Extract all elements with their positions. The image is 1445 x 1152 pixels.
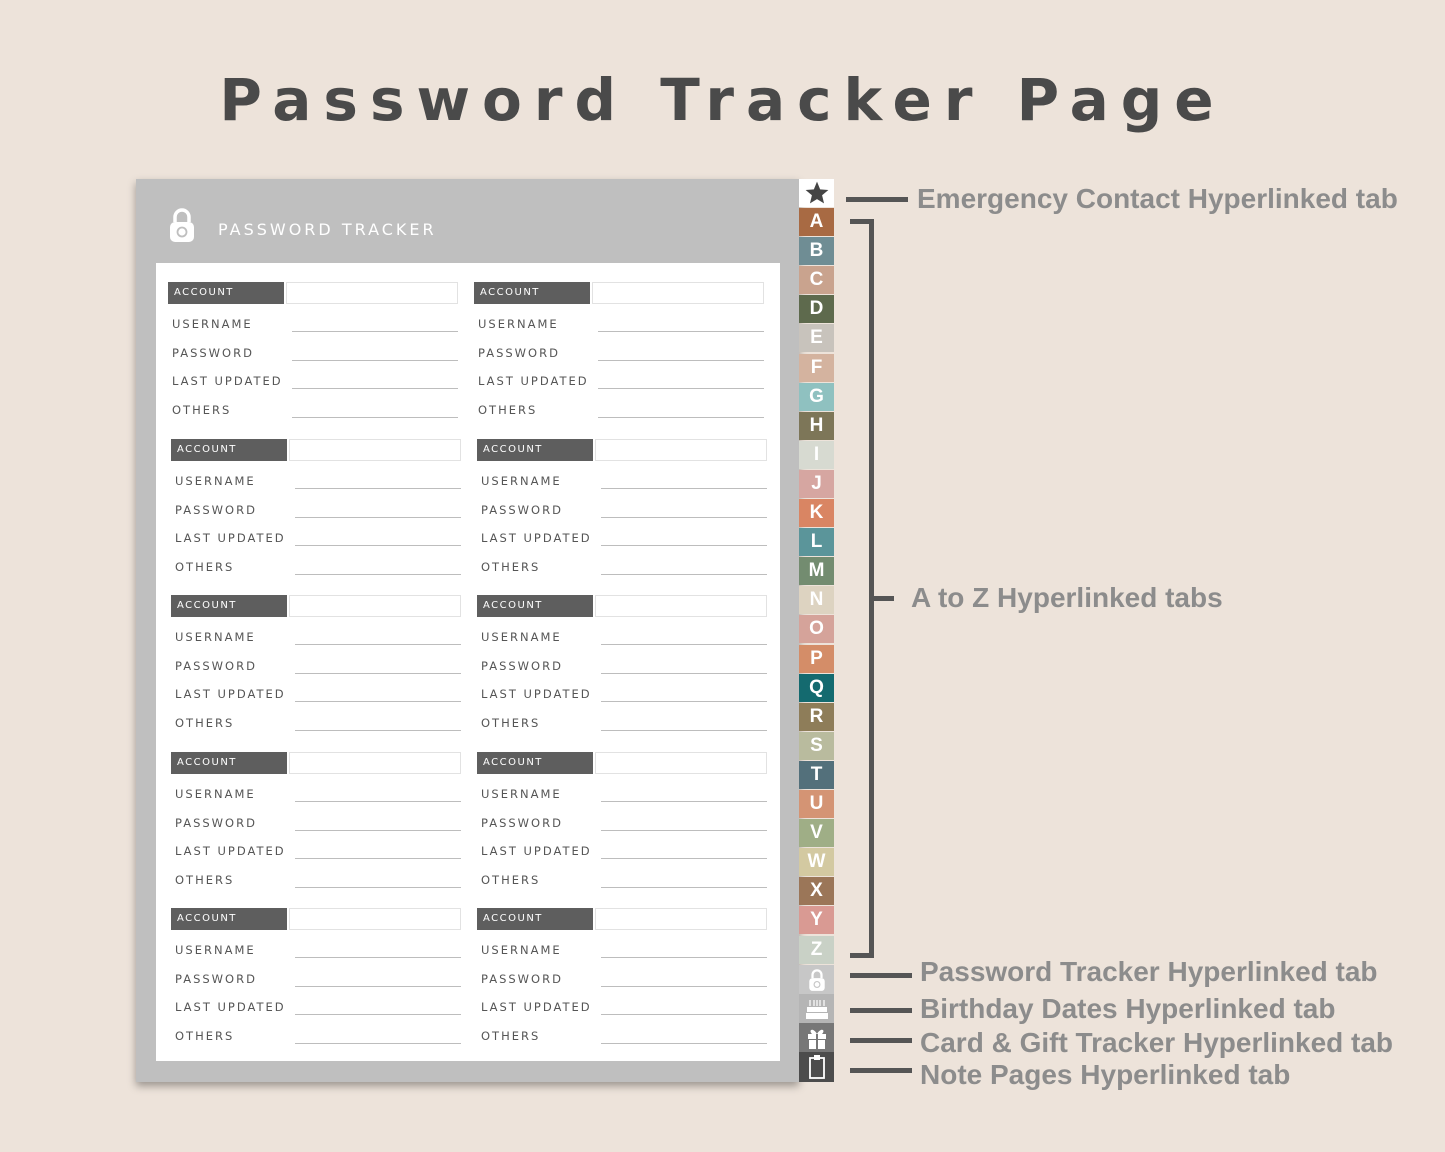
password-label: PASSWORD	[172, 345, 254, 360]
tab-letter-x[interactable]: X	[799, 877, 834, 905]
last-updated-label: LAST UPDATED	[175, 1000, 286, 1015]
cake-icon	[804, 997, 830, 1021]
account-field[interactable]	[595, 908, 767, 930]
account-label: ACCOUNT	[477, 595, 593, 617]
password-field[interactable]	[598, 360, 764, 361]
password-label: PASSWORD	[481, 815, 563, 830]
password-label: PASSWORD	[175, 971, 257, 986]
account-field[interactable]	[595, 595, 767, 617]
tab-password-tracker[interactable]	[799, 965, 834, 994]
tab-letter-t[interactable]: T	[799, 761, 834, 789]
last-updated-label: LAST UPDATED	[478, 374, 589, 389]
tab-letter-s[interactable]: S	[799, 732, 834, 760]
account-entry	[477, 752, 773, 892]
tab-letter-m[interactable]: M	[799, 557, 834, 585]
password-label: PASSWORD	[481, 658, 563, 673]
username-field[interactable]	[601, 644, 767, 645]
account-field[interactable]	[289, 439, 461, 461]
others-field[interactable]	[601, 574, 767, 575]
tab-note-pages[interactable]	[799, 1052, 834, 1082]
bracket-bottom	[850, 953, 874, 958]
others-label: OTHERS	[175, 716, 235, 731]
tab-birthday-dates[interactable]	[799, 994, 834, 1023]
password-field[interactable]	[295, 830, 461, 831]
account-entry	[171, 908, 467, 1048]
account-entry	[171, 752, 467, 892]
tab-letter-g[interactable]: G	[799, 383, 834, 411]
tab-letter-j[interactable]: J	[799, 470, 834, 498]
last-updated-field[interactable]	[598, 388, 764, 389]
page-title: Password Tracker Page	[219, 66, 1226, 134]
username-field[interactable]	[295, 488, 461, 489]
tab-letter-k[interactable]: K	[799, 499, 834, 527]
tab-letter-h[interactable]: H	[799, 412, 834, 440]
others-field[interactable]	[295, 574, 461, 575]
username-field[interactable]	[601, 488, 767, 489]
tab-card-gift-tracker[interactable]	[799, 1023, 834, 1052]
password-field[interactable]	[601, 517, 767, 518]
account-field[interactable]	[595, 439, 767, 461]
username-label: USERNAME	[175, 474, 256, 488]
account-label: ACCOUNT	[168, 282, 284, 304]
account-entry	[477, 439, 773, 579]
others-field[interactable]	[601, 887, 767, 888]
last-updated-label: LAST UPDATED	[481, 1000, 592, 1015]
others-label: OTHERS	[481, 873, 541, 888]
notes-annotation: Note Pages Hyperlinked tab	[920, 1059, 1291, 1090]
username-label: USERNAME	[481, 787, 562, 801]
others-field[interactable]	[292, 417, 458, 418]
card-pointer	[850, 1038, 912, 1043]
account-label: ACCOUNT	[171, 752, 287, 774]
account-entry	[168, 282, 464, 422]
others-field[interactable]	[295, 1043, 461, 1044]
password-label: PASSWORD	[478, 345, 560, 360]
tab-letter-y[interactable]: Y	[799, 906, 834, 934]
planner-title: PASSWORD TRACKER	[218, 220, 437, 239]
gift-icon	[806, 1026, 828, 1050]
tab-letter-u[interactable]: U	[799, 790, 834, 818]
emergency-annotation: Emergency Contact Hyperlinked tab	[917, 183, 1398, 214]
tab-letter-n[interactable]: N	[799, 586, 834, 614]
others-field[interactable]	[601, 730, 767, 731]
others-field[interactable]	[598, 417, 764, 418]
password-field[interactable]	[295, 673, 461, 674]
last-updated-label: LAST UPDATED	[175, 531, 286, 546]
lock-icon	[168, 207, 196, 243]
username-field[interactable]	[601, 957, 767, 958]
username-field[interactable]	[292, 331, 458, 332]
account-entry	[477, 908, 773, 1048]
username-label: USERNAME	[175, 943, 256, 957]
others-field[interactable]	[295, 887, 461, 888]
last-updated-field[interactable]	[601, 701, 767, 702]
account-field[interactable]	[289, 908, 461, 930]
password-label: PASSWORD	[481, 971, 563, 986]
password-field[interactable]	[601, 986, 767, 987]
password-field[interactable]	[292, 360, 458, 361]
password-label: PASSWORD	[175, 658, 257, 673]
last-updated-field[interactable]	[601, 545, 767, 546]
account-entry	[477, 595, 773, 735]
username-label: USERNAME	[175, 787, 256, 801]
tab-letter-a[interactable]: A	[799, 208, 834, 236]
others-label: OTHERS	[481, 560, 541, 575]
tab-letter-e[interactable]: E	[799, 324, 834, 352]
username-field[interactable]	[601, 801, 767, 802]
account-label: ACCOUNT	[477, 752, 593, 774]
birthday-annotation: Birthday Dates Hyperlinked tab	[920, 993, 1336, 1024]
username-label: USERNAME	[478, 317, 559, 331]
account-label: ACCOUNT	[474, 282, 590, 304]
tab-letter-r[interactable]: R	[799, 703, 834, 731]
password-pointer	[850, 973, 912, 978]
username-label: USERNAME	[481, 474, 562, 488]
bracket-vertical	[869, 219, 874, 958]
account-entry	[171, 595, 467, 735]
account-field[interactable]	[289, 595, 461, 617]
account-field[interactable]	[289, 752, 461, 774]
tab-letter-i[interactable]: I	[799, 441, 834, 469]
username-field[interactable]	[295, 801, 461, 802]
others-label: OTHERS	[481, 1029, 541, 1044]
others-label: OTHERS	[175, 560, 235, 575]
tab-letter-o[interactable]: O	[799, 615, 834, 643]
password-field[interactable]	[601, 673, 767, 674]
tab-letter-f[interactable]: F	[799, 354, 834, 382]
others-field[interactable]	[601, 1043, 767, 1044]
tab-letter-c[interactable]: C	[799, 266, 834, 294]
tab-letter-q[interactable]: Q	[799, 674, 834, 702]
account-field[interactable]	[286, 282, 458, 304]
tab-emergency-contact[interactable]	[799, 179, 834, 207]
birthday-pointer	[850, 1008, 912, 1013]
others-label: OTHERS	[172, 403, 232, 418]
clipboard-icon	[807, 1054, 827, 1080]
account-field[interactable]	[595, 752, 767, 774]
password-field[interactable]	[601, 830, 767, 831]
last-updated-label: LAST UPDATED	[481, 531, 592, 546]
others-label: OTHERS	[481, 716, 541, 731]
username-label: USERNAME	[481, 630, 562, 644]
last-updated-label: LAST UPDATED	[481, 687, 592, 702]
account-label: ACCOUNT	[171, 595, 287, 617]
password-label: PASSWORD	[481, 502, 563, 517]
last-updated-label: LAST UPDATED	[172, 374, 283, 389]
last-updated-field[interactable]	[601, 858, 767, 859]
last-updated-field[interactable]	[295, 1014, 461, 1015]
account-label: ACCOUNT	[171, 439, 287, 461]
last-updated-field[interactable]	[295, 858, 461, 859]
last-updated-field[interactable]	[295, 701, 461, 702]
password-label: PASSWORD	[175, 815, 257, 830]
tab-letter-b[interactable]: B	[799, 237, 834, 265]
tab-letter-v[interactable]: V	[799, 819, 834, 847]
account-entry	[171, 439, 467, 579]
password-field[interactable]	[295, 986, 461, 987]
password-label: PASSWORD	[175, 502, 257, 517]
emergency-pointer	[846, 197, 908, 202]
account-entry	[474, 282, 770, 422]
last-updated-label: LAST UPDATED	[175, 844, 286, 859]
username-field[interactable]	[295, 644, 461, 645]
others-label: OTHERS	[175, 1029, 235, 1044]
tab-letter-z[interactable]: Z	[799, 936, 834, 964]
lock-icon	[808, 968, 826, 992]
tab-letter-p[interactable]: P	[799, 645, 834, 673]
last-updated-label: LAST UPDATED	[481, 844, 592, 859]
card-annotation: Card & Gift Tracker Hyperlinked tab	[920, 1027, 1394, 1058]
account-field[interactable]	[592, 282, 764, 304]
others-label: OTHERS	[175, 873, 235, 888]
username-field[interactable]	[295, 957, 461, 958]
account-label: ACCOUNT	[171, 908, 287, 930]
tab-letter-w[interactable]: W	[799, 848, 834, 876]
tab-letter-l[interactable]: L	[799, 528, 834, 556]
password-field[interactable]	[295, 517, 461, 518]
notes-pointer	[850, 1068, 912, 1073]
account-label: ACCOUNT	[477, 439, 593, 461]
username-field[interactable]	[598, 331, 764, 332]
last-updated-label: LAST UPDATED	[175, 687, 286, 702]
atoz-annotation: A to Z Hyperlinked tabs	[911, 582, 1223, 613]
last-updated-field[interactable]	[295, 545, 461, 546]
username-label: USERNAME	[481, 943, 562, 957]
last-updated-field[interactable]	[292, 388, 458, 389]
others-label: OTHERS	[478, 403, 538, 418]
username-label: USERNAME	[175, 630, 256, 644]
star-icon	[804, 180, 830, 206]
username-label: USERNAME	[172, 317, 253, 331]
password-annotation: Password Tracker Hyperlinked tab	[920, 956, 1378, 987]
bracket-pointer	[874, 596, 894, 601]
account-label: ACCOUNT	[477, 908, 593, 930]
tab-letter-d[interactable]: D	[799, 295, 834, 323]
others-field[interactable]	[295, 730, 461, 731]
last-updated-field[interactable]	[601, 1014, 767, 1015]
